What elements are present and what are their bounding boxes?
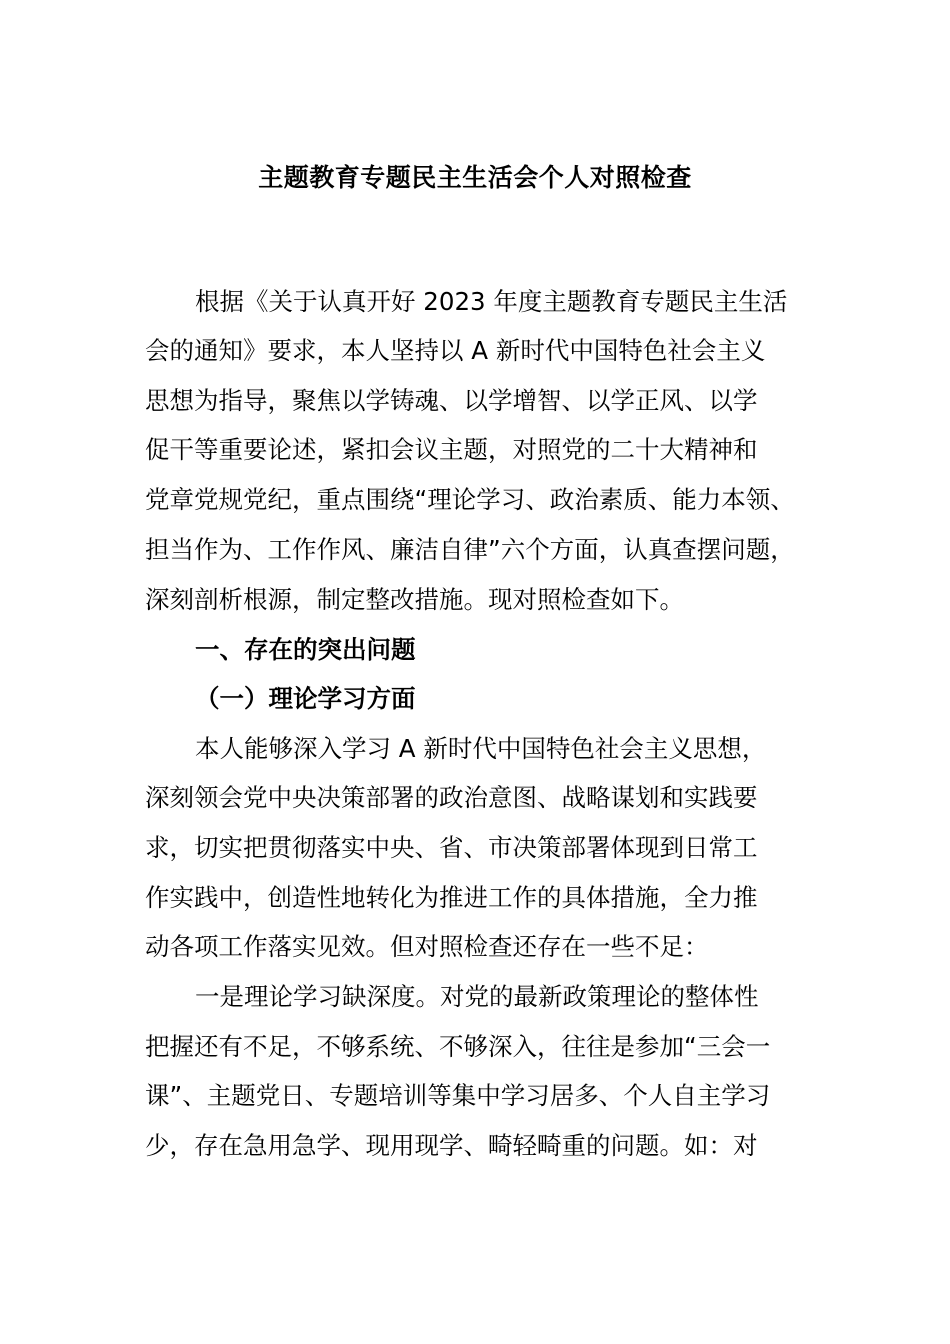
paragraph-2-line-4: 作实践中，创造性地转化为推进工作的具体措施，全力推 [145,883,758,912]
subsection-heading: （一）理论学习方面 [195,684,416,713]
paragraph-2-line-3: 求，切实把贯彻落实中央、省、市决策部署体现到日常工 [145,833,758,862]
paragraph-3-line-2: 把握还有不足，不够系统、不够深入，往往是参加“三会一 [145,1032,771,1061]
paragraph-1-line-3: 思想为指导，聚焦以学铸魂、以学增智、以学正风、以学 [145,386,758,415]
paragraph-1-line-5: 党章党规党纪，重点围绕“理论学习、政治素质、能力本领、 [145,485,795,514]
paragraph-1-line-1: 根据《关于认真开好 2023 年度主题教育专题民主生活 [195,287,788,316]
paragraph-3-line-4: 少，存在急用急学、现用现学、畸轻畸重的问题。如：对 [145,1131,758,1160]
paragraph-2-line-5: 动各项工作落实见效。但对照检查还存在一些不足： [145,932,709,961]
paragraph-1-line-2: 会的通知》要求，本人坚持以 A 新时代中国特色社会主义 [145,336,766,365]
paragraph-1-line-4: 促干等重要论述，紧扣会议主题，对照党的二十大精神和 [145,435,758,464]
paragraph-3-line-3: 课”、主题党日、专题培训等集中学习居多、个人自主学习 [145,1081,771,1110]
paragraph-1-line-7: 深刻剖析根源，制定整改措施。现对照检查如下。 [145,585,684,614]
paragraph-1-line-6: 担当作为、工作作风、廉洁自律”六个方面，认真查摆问题， [145,535,795,564]
paragraph-3-line-1: 一是理论学习缺深度。对党的最新政策理论的整体性 [195,982,759,1011]
paragraph-2-line-2: 深刻领会党中央决策部署的政治意图、战略谋划和实践要 [145,783,758,812]
paragraph-2-line-1: 本人能够深入学习 A 新时代中国特色社会主义思想， [195,734,767,763]
document-title: 主题教育专题民主生活会个人对照检查 [258,163,692,192]
section-heading: 一、存在的突出问题 [195,635,416,664]
